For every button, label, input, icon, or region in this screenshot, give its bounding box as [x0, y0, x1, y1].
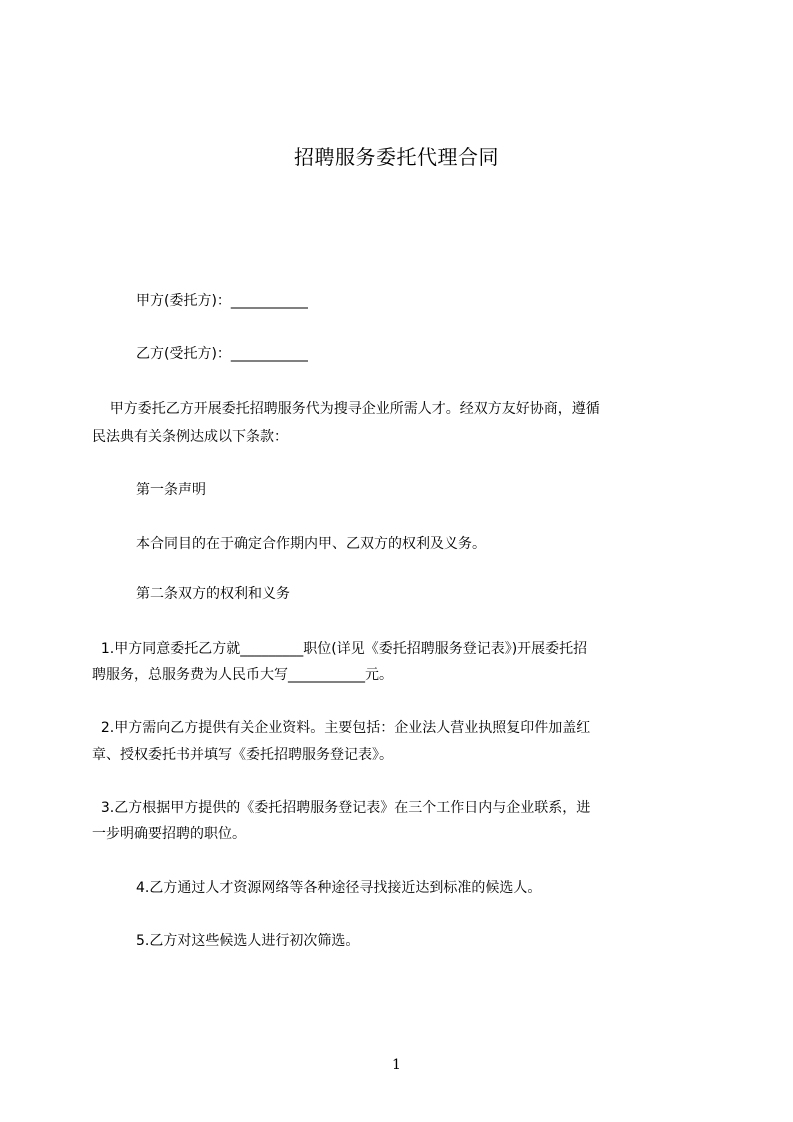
intro-line-2: 民法典有关条例达成以下条款：	[92, 429, 288, 445]
item-3-line-1: 3.乙方根据甲方提供的《委托招聘服务登记表》在三个工作日内与企业联系，进	[92, 800, 591, 816]
page-number: 1	[392, 1057, 401, 1073]
item-1-line-2: 聘服务，总服务费为人民币大写___________元。	[92, 667, 393, 683]
article-1-heading: 第一条声明	[136, 482, 206, 498]
article-1-text: 本合同目的在于确定合作期内甲、乙双方的权利及义务。	[136, 536, 486, 552]
item-3-line-2: 一步明确要招聘的职位。	[92, 826, 246, 842]
item-1-line-1: 1.甲方同意委托乙方就_________职位(详见《委托招聘服务登记表》)开展委托招	[92, 641, 588, 657]
intro-line-1: 甲方委托乙方开展委托招聘服务代为搜寻企业所需人才。经双方友好协商，遵循	[92, 401, 600, 417]
party-b-line: 乙方(受托方)：___________	[136, 346, 308, 362]
party-a-line: 甲方(委托方)：___________	[136, 293, 308, 309]
item-4: 4.乙方通过人才资源网络等各种途径寻找接近达到标准的候选人。	[136, 880, 542, 896]
item-2-line-2: 章、授权委托书并填写《委托招聘服务登记表》。	[92, 747, 393, 763]
article-2-heading: 第二条双方的权利和义务	[136, 586, 290, 602]
item-5: 5.乙方对这些候选人进行初次筛选。	[136, 933, 360, 949]
item-2-line-1: 2.甲方需向乙方提供有关企业资料。主要包括：企业法人营业执照复印件加盖红	[92, 720, 591, 736]
contract-title: 招聘服务委托代理合同	[294, 145, 499, 169]
